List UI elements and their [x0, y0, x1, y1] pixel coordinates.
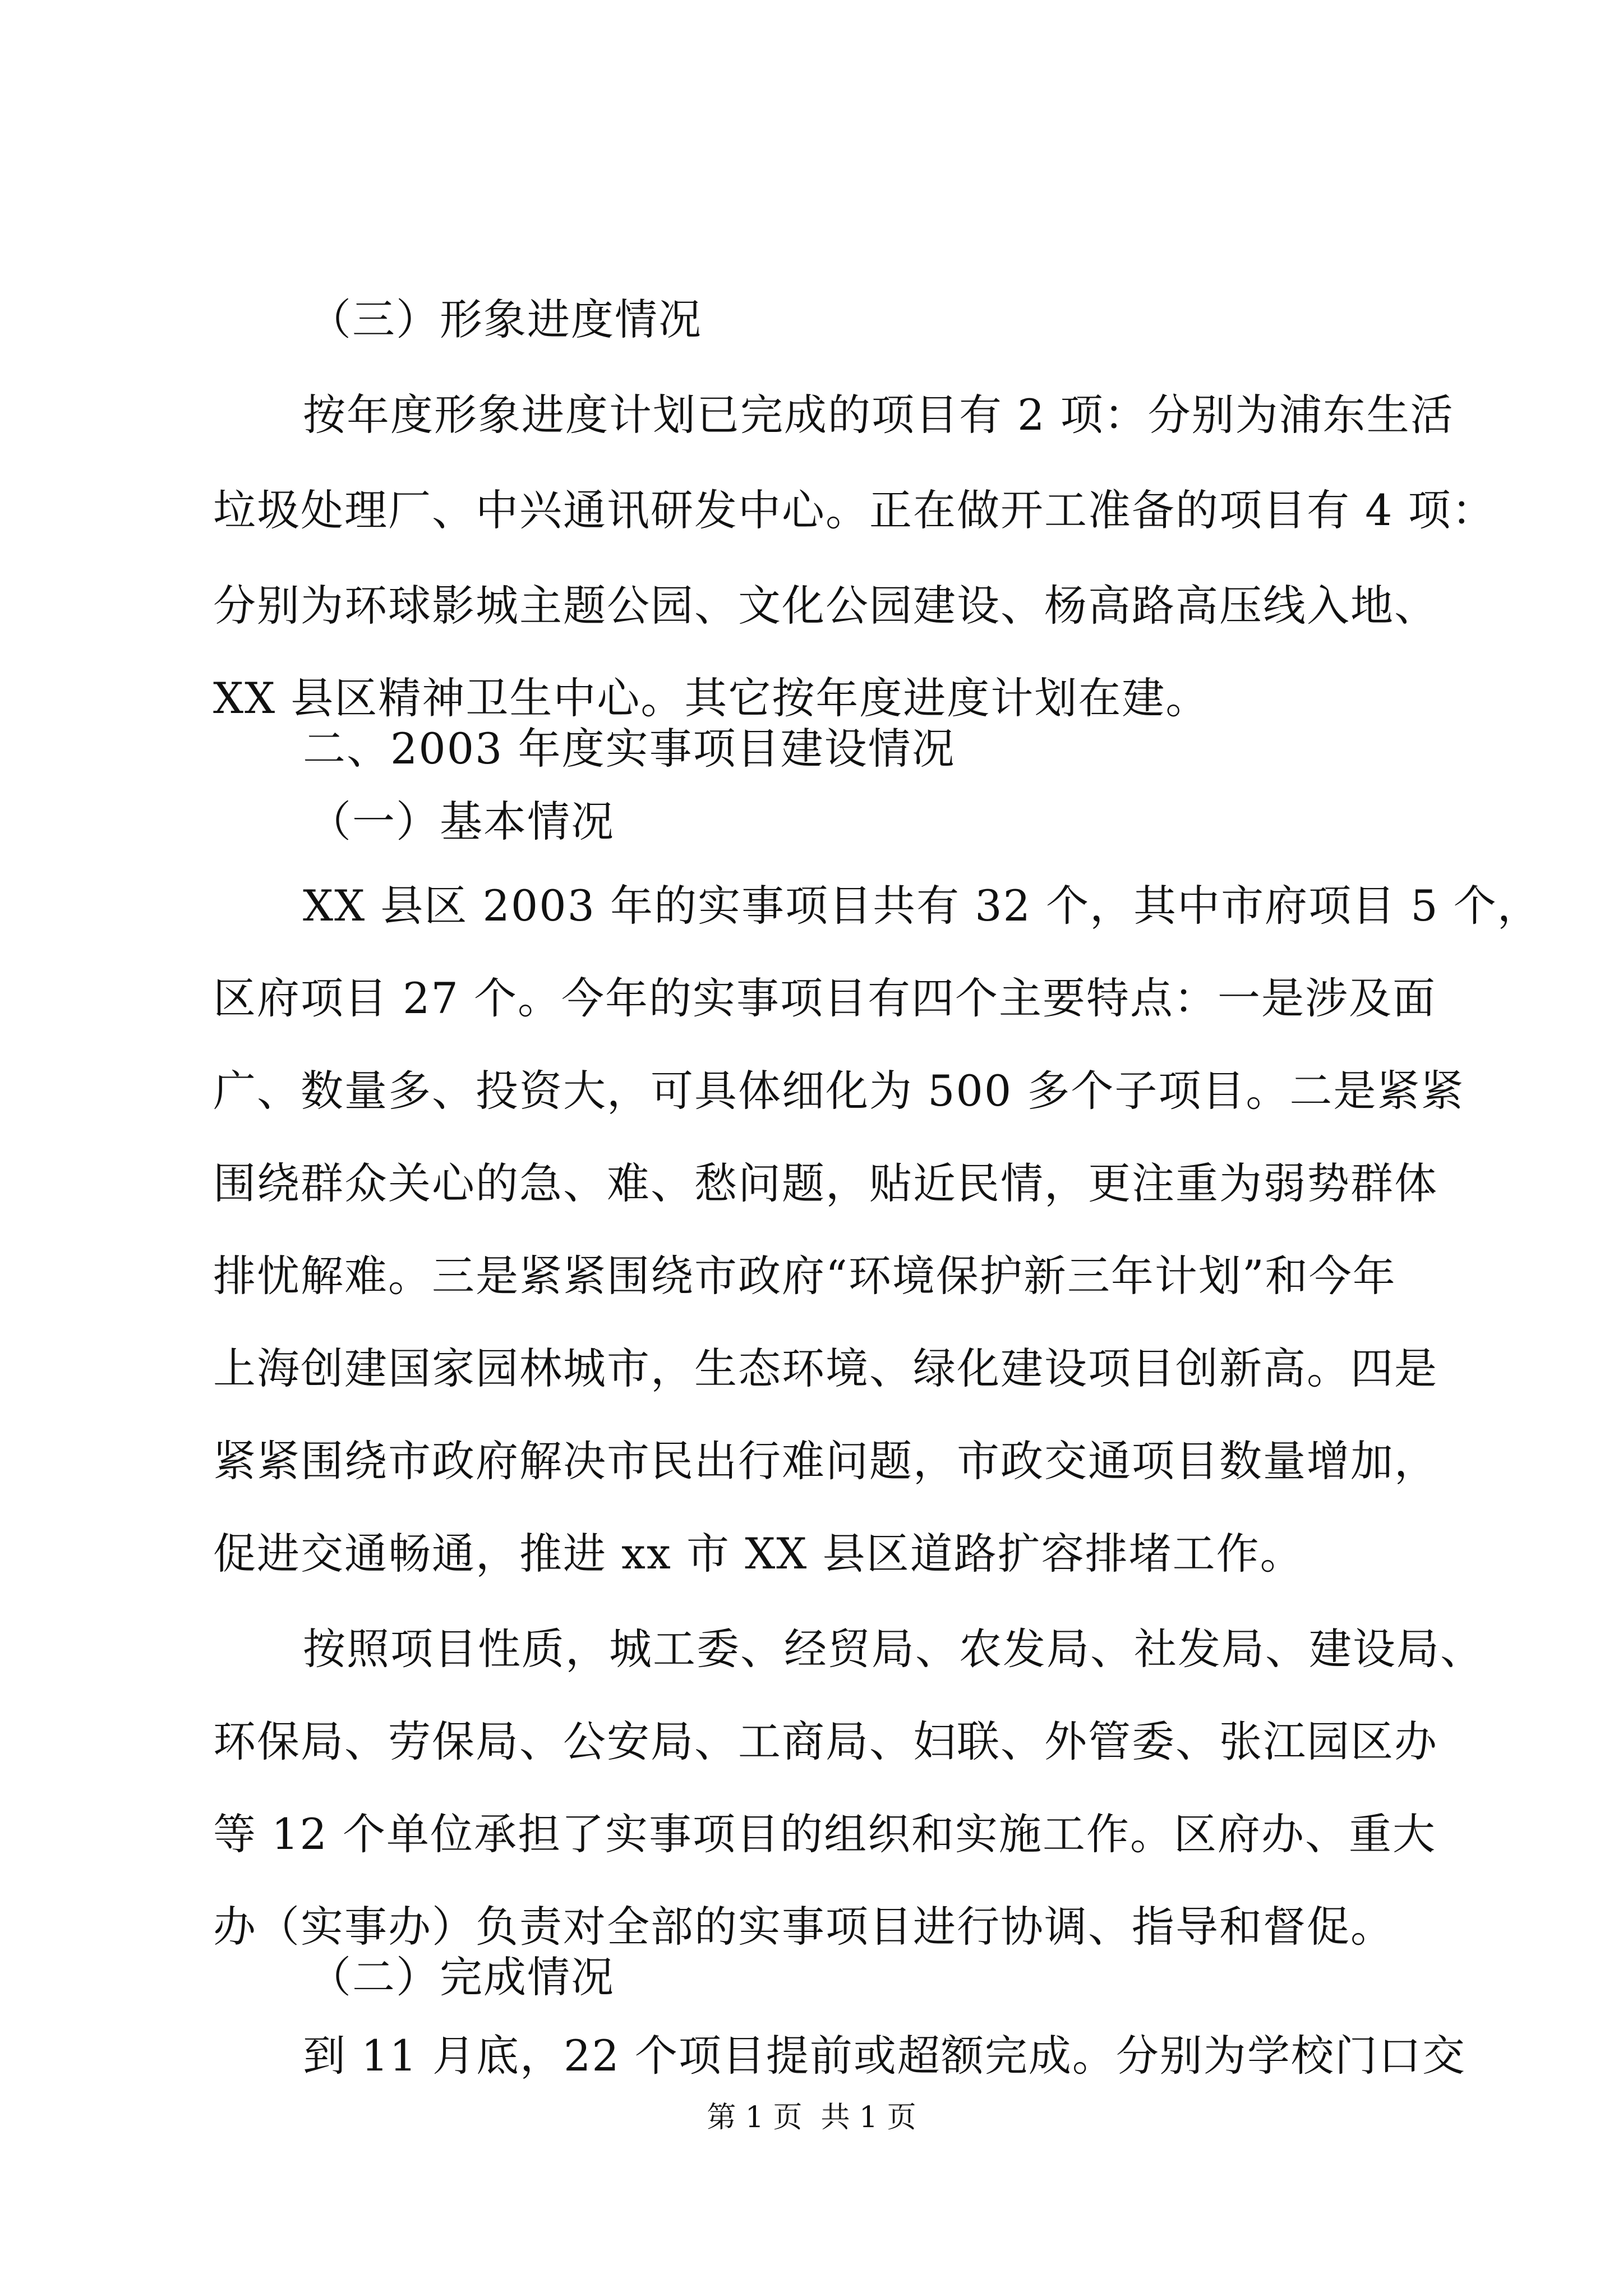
paragraph-line: XX 县区精神卫生中心。其它按年度进度计划在建。	[213, 673, 1210, 723]
paragraph-line: 紧紧围绕市政府解决市民出行难问题，市政交通项目数量增加，	[213, 1436, 1438, 1486]
paragraph-line: 办（实事办）负责对全部的实事项目进行协调、指导和督促。	[213, 1902, 1394, 1952]
paragraph-line: 排忧解难。三是紧紧围绕市政府“环境保护新三年计划”和今年	[213, 1251, 1396, 1301]
paragraph-line: 到 11 月底，22 个项目提前或超额完成。分别为学校门口交	[303, 2031, 1466, 2081]
paragraph-line: 分别为环球影城主题公园、文化公园建设、杨高路高压线入地、	[213, 581, 1438, 631]
paragraph-line: 按照项目性质，城工委、经贸局、农发局、社发局、建设局、	[303, 1624, 1484, 1674]
paragraph-line: 围绕群众关心的急、难、愁问题，贴近民情，更注重为弱势群体	[213, 1158, 1438, 1208]
paragraph-line: XX 县区 2003 年的实事项目共有 32 个，其中市府项目 5 个，	[303, 881, 1541, 931]
subheading-basic: （一）基本情况	[308, 797, 615, 846]
paragraph-line: 垃圾处理厂、中兴通讯研发中心。正在做开工准备的项目有 4 项：	[213, 485, 1496, 535]
subheading-progress: （三）形象进度情况	[308, 295, 702, 344]
page-footer: 第 1 页 共 1 页	[707, 2101, 916, 2134]
subheading-completion: （二）完成情况	[308, 1952, 615, 2002]
paragraph-line: 环保局、劳保局、公安局、工商局、妇联、外管委、张江园区办	[213, 1717, 1438, 1766]
paragraph-line: 促进交通畅通，推进 xx 市 XX 县区道路扩容排堵工作。	[213, 1529, 1304, 1579]
paragraph-line: 等 12 个单位承担了实事项目的组织和实施工作。区府办、重大	[213, 1809, 1437, 1859]
section-heading: 二、2003 年度实事项目建设情况	[303, 724, 956, 774]
paragraph-line: 区府项目 27 个。今年的实事项目有四个主要特点：一是涉及面	[213, 973, 1437, 1023]
paragraph-line: 广、数量多、投资大，可具体细化为 500 多个子项目。二是紧紧	[213, 1066, 1465, 1116]
paragraph-line: 按年度形象进度计划已完成的项目有 2 项：分别为浦东生活	[303, 390, 1454, 440]
paragraph-line: 上海创建国家园林城市，生态环境、绿化建设项目创新高。四是	[213, 1343, 1438, 1393]
